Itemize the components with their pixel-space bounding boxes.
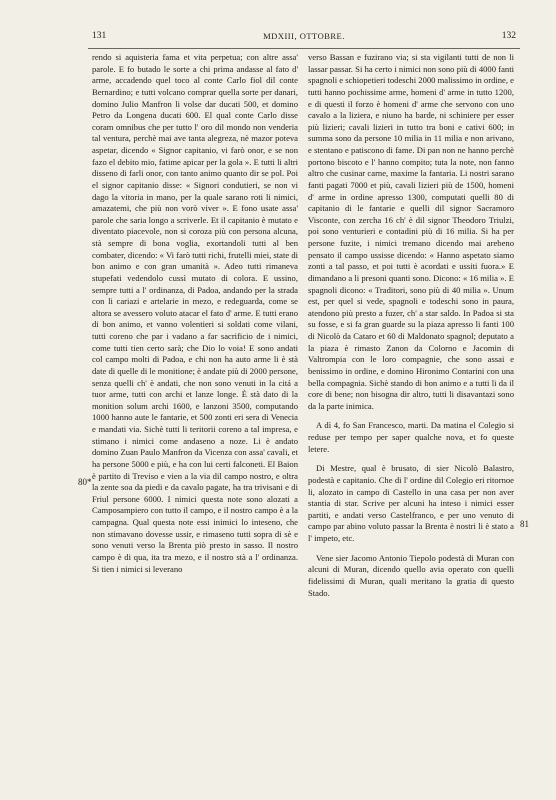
- page-header: [92, 28, 516, 44]
- left-column-text: rendo si aquisteria fama et vita perpetua; con altre assa' parole. E fo butado le sorte a chi prima andasse al fato d' arme, accadendo quel toco al conte Carlo fiol dil conte Bernardino; e tutti volcano comprar quella sorte per danari, domino Julio Manfron li volse dar ducati 500, et domino Petro da Longena ducati 600. El qual conte Carlo disse coram omnibus che per tutto l' oro dil mondo non venderia tal ventura, perchè mai ave tanta alegreza, nè mazor poteva aspetar, dicendo « Signor capitanio, vi farò onor, e se non fazo el debito mio, fatime apicar per la gola ». E tutti li altri disseno di farli onor, con tanto animo quanto dir se pol. Poi el signor capitanio disse: « Signori condutieri, se non vi dago la vitoria in mano, per la quale sarano roti li nimici, amazatemi, che più non vorò viver ». E fono usate assa' parole che saria longo a scriverle. Et il capitanio è mutato e diventato piacevole, non si coroza più con persona alcuna, stà sempre di bona voglia, exortandoli tutti al ben combater, dicendo: « Vi farò tutti richi, frutelli miei, state di bon animo e con gran umanità ». Adeo tutti rimaneva stupefati vedendolo cussì mutato di colora. E ussino, sempre tutti a l' ordinanza, di Padoa, andando per la strada con li cariazi e artelarie in mezo, e redeguarda, come se altora se avessero voluto atacar el fato d' arme. E tutti erano di bon animo, et vanno volentieri si soldati come vilani, tutti coreno che par i vadano a far sacrificio de i nimici, come tutti tien certo sarà; che Dio lo voia! E sono andati col campo molti di Padoa, e chi non ha auto arme li è stà date di quelle di le monitione; è andate più di 2000 persone, senza quelli ch' è andati, che non sono venuti in la citá a tuor arme, tutti con archi et lanze longe. È stà dato di la monition solum archi 1600, e lanzoni 3500, computando 1000 hanno aute le fantarie, et 500 zonti eri sera di Venecia e mandati via. Sichè tutti li teritorii coreno a tal impresa, e stimano i nimici come andaseno a noze. Li è andato domino Zuan Paulo Manfron da Vicenza con assa' cavali, et ha persone 5000 e più, e ha con lui certi falconeti. El Baion è partito di Treviso e vien a la via dil campo nostro, e oltra la zente soa da piedi e da cavalo pagate, ha tra trivisani e di Friul persone 6000. I nimici questa note sono alozati a Camposampiero con tutto il campo, e il nostro campo è a la campagna. Qual questa note essi inimici lo inteseno, che non stimavano dovesse ussir, e rimaseno tutti sopra di sè e sono venuti verso la Brenta piò presto in sasso. Il nostro campo è di qua, ita tra mezo, e il nostro stà a l' ordinanza. Si tien i nimici si leverano: [92, 52, 298, 574]
- margin-note-left: 80*: [78, 477, 92, 487]
- margin-note-right: 81: [520, 519, 529, 529]
- right-paragraph-4: Vene sier Jacomo Antonio Tiepolo podestà di Muran con alcuni di Muran, dicendo quello avia operato con quelli fidelissimi di Muran, quali meritano la gratia di questo Stado.: [308, 552, 514, 598]
- page-number-left: 131: [92, 31, 107, 41]
- right-column: [308, 52, 514, 599]
- right-paragraph-2: A dì 4, fo San Francesco, marti. Da matina el Colegio si reduse per tempo per saper qualche nova, et fo queste letere.: [308, 420, 514, 454]
- page-number-right: 132: [501, 31, 516, 41]
- right-paragraph-1: verso Bassan e fuzirano via; si sta vigilanti tutti de non li lassar passar. Si ha certo i nimici non sono più di 4000 fanti spagnoli e schiopetieri todeschi 2000 malissimo in ordine, e tutti hanno pochissime arme, homeni d' arme in tutto 1200, e di questi il forzo è homeni d' arme che servono con uno cavalo a la liziera, e niuno ha barde, ni schiniere per esser più lizieri; cavali lizieri in tutto tra boni e cativi 600; in summa sono da persone 10 milia in 11 milia e non arivano, e stentano e patiscono di fame. Di pan non ne hanno perchè portono biscoto e l' hanno compito; tuta la note, non fanno altro che cusinar carne, maxime la fantaria. Li nostri sarano fanti pagati 7000 et più, cavali lizieri più de 1500, homeni d' arme in ordine apresso 1300, computati quelli 80 di capitanio di le fantarie e quelli dil signor Sacramoro Visconte, con zercha 16 ch' è dil signor Theodoro Triulzi, poi sono venturieri e contadini più di 16 milia. Si ha per persone fuzite, i nimici tremano dicendo mai arebeno pensato il campo ussisse dicendo: « Hanno aspetato siamo zonti a tal passo, et poi tutti è acordati e ussiti fuora.» E dimandano a li presoni quanti sono. Dicono: « 16 milia ». E spagnoli dicono: « Traditori, sono più di 40 milia ». Unum est, per quel si vede, spagnoli e todeschi sono in paura, atendono più presto a fuzer, ch' a star saldo. In Padoa si sta su fosse, e si fa gran guarde su la piaza apresso li fanti 100 di Nicolò da Cataro et 60 di Maldonato spagnol; deputato a la piaza è rimasto Zanon da Colorno e Jacomin di Valtrompia con le loro compagnie, che sono assai e benissimo in ordine, e domino Hironimo Contarini con una bella compagnia. Sichè stando di bon animo e a tutti li da il core di bene; non bisogna dir altro, tutti li disavantazi sono da la parte inimica.: [308, 52, 514, 411]
- left-column: [92, 52, 298, 575]
- right-paragraph-3: Di Mestre, qual è brusato, di sier Nicolò Balastro, podestà e capitanio. Che di l' ordine dil Colegio eri ritornoe li, alozato in campo di Castello in una casa per non aver stantia di star. Scrive per alcuni ha inteso i nimici esser partiti, e andati verso Castelfranco, e per uno venuto di campo par abino voluto passar la Brenta è nostri li è stato a l' impeto, etc.: [308, 463, 514, 543]
- running-title: MDXIII, OTTOBRE.: [263, 31, 345, 41]
- header-rule: [88, 48, 520, 49]
